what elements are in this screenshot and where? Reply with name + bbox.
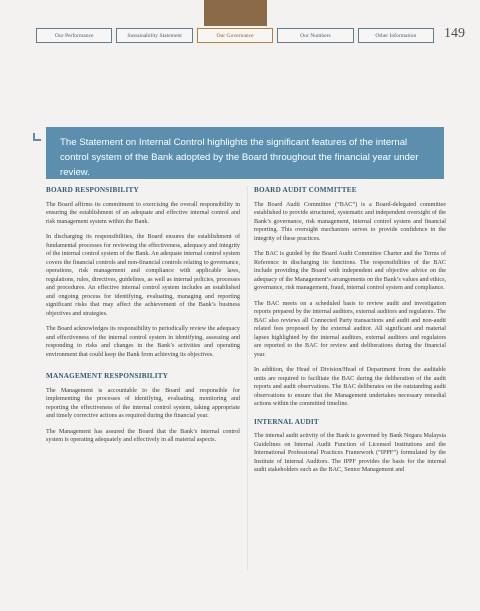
board-audit-committee-heading: BOARD AUDIT COMMITTEE [254, 186, 357, 194]
board-audit-committee-paragraph-4: In addition, the Head of Division/Head of Department from the auditable units are required to facilitate the BAC during the deliberation of the audit reports and audit observations. The BAC deliberates on the outstanding audit observations to ensure that the Management undertakes necessary remedial actions within the committed timeline. [254, 367, 446, 407]
left-column [46, 186, 240, 452]
internal-audit-heading: INTERNAL AUDIT [254, 417, 319, 426]
nav-tab-our-numbers[interactable]: Our Numbers [277, 28, 353, 43]
board-responsibility-paragraph-3: The Board acknowledges its responsibility to periodically review the adequacy and effectiveness of the internal control system in identifying, assessing and responding to risks and changes in the Bank’s activities and operating environment that could keep the Bank from achieving its objectives. [46, 326, 240, 358]
management-responsibility-paragraph-2: The Management has assured the Board that the Bank’s internal control system is operating adequately and effectively in all material aspects. [46, 428, 240, 443]
board-audit-committee-paragraph-1: The Board Audit Committee (“BAC”) is a Board-delegated committee established to provide structured, systematic and independent oversight of the Bank’s governance, risk management, internal control system and financial reporting. This oversight mechanism serves to provide confidence in the integrity of these practices. [254, 201, 446, 242]
nav-tab-sustainability-statement[interactable]: Sustainability Statement [116, 28, 192, 43]
nav-tab-our-performance[interactable]: Our Performance [36, 28, 112, 43]
management-responsibility-paragraph-1: The Management is accountable to the Board and responsible for implementing the processes of identifying, evaluating, monitoring and reporting the effectiveness of the internal control system, taking appropriate and timely corrective actions as required during the financial year. [46, 387, 240, 419]
board-audit-committee-paragraph-2: The BAC is guided by the Board Audit Committee Charter and the Terms of Reference in discharging its functions. The responsibilities of the BAC include providing the Board with independent and objective advice on the adequacy of the Management’s arrangements on the Bank’s values and ethics, governance, risk management, fraud, internal control system and compliance. [254, 251, 446, 291]
intro-banner-text: The Statement on Internal Control highlights the significant features of the internal control system of the Bank adopted by the Board throughout the financial year under review. [60, 137, 419, 178]
board-audit-committee-paragraph-3: The BAC meets on a scheduled basis to review audit and investigation reports prepared by the internal auditors, external auditors and regulators. The BAC also reviews all Connected Party transactions and audit and non-audit related fees proposed by the external auditor. All significant and material lapses highlighted by the internal auditors, external auditors and regulators are reported to the BAC for review and deliberations during the financial year. [254, 300, 446, 358]
board-responsibility-paragraph-1: The Board affirms its commitment to exercising the overall responsibility in ensuring the establishment of an adequate and effective internal control and risk management system within the Bank. [46, 201, 240, 225]
banner-corner-ornament [33, 133, 41, 141]
nav-tab-other-information[interactable]: Other Information [358, 28, 434, 43]
right-column [254, 186, 446, 482]
nav-tab-our-governance[interactable]: Our Governance [197, 28, 273, 43]
board-responsibility-heading: BOARD RESPONSIBILITY [46, 186, 139, 194]
section-nav [36, 28, 434, 43]
page-number: 149 [444, 26, 465, 41]
active-section-marker [204, 0, 267, 26]
management-responsibility-heading: MANAGEMENT RESPONSIBILITY [46, 372, 169, 380]
internal-audit-paragraph-1: The internal audit activity of the Bank is governed by Bank Negara Malaysia Guidelines on Internal Audit Function of Licensed Institutions and the International Professional Practices Framework (“IPPF”) formulated by the Institute of Internal Auditors. The IPPF provides the basis for the internal audit stakeholders such as the BAC, Senior Management and [254, 433, 446, 473]
column-divider [247, 186, 248, 571]
intro-banner [46, 127, 444, 179]
board-responsibility-paragraph-2: In discharging its responsibilities, the Board ensures the establishment of fundamental processes for reviewing the effectiveness, adequacy and integrity of the internal control system of the Bank. An adequate internal control system covers the financial controls and non-financial controls relating to governance, operations, risk management and compliance with applicable laws, regulations, rules, directives, guidelines, as well as internal policies, processes and procedures. An effective internal control system includes an established and ongoing process for identifying, evaluating, managing and reporting significant risks that may affect the achievement of the Bank’s business objectives and strategies. [46, 234, 240, 317]
